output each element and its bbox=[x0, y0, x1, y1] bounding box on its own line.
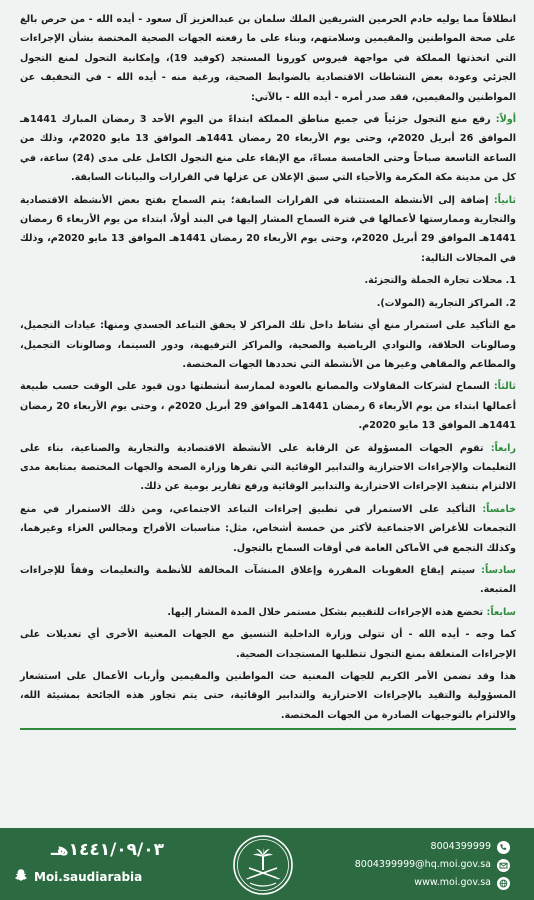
footer-left bbox=[14, 840, 164, 885]
list-item: 1. محلات تجارة الجملة والتجزئة. bbox=[364, 275, 516, 287]
clause-text: سيتم إيقاع العقوبات المقررة وإغلاق المنشآت المخالفة للأنظمة والتعليمات وفقاً للإجراءات المتبعة. bbox=[20, 564, 516, 596]
footer-bar bbox=[0, 828, 534, 900]
saudi-emblem-icon bbox=[232, 834, 294, 896]
body-paragraph: هذا وقد تضمن الأمر الكريم للجهات المعنية حث المواطنين والمقيمين وأرباب الأعمال على استشعار المسؤولية والتقيد بالإجراءات الاحترازية والتدابير الوقائية، حتى يتم تجاوز هذه الجائحة بمشيئة الله، والالتزام بالتوجيهات الصادرة من الجهات المختصة. bbox=[20, 671, 516, 721]
clause-text: رفع منع التجول جزئياً في جميع مناطق المملكة ابتداءً من اليوم الأحد 3 رمضان المبارك 1441هـ الموافق 26 أبريل 2020م، وحتى يوم الأربعاء 20 رمضان 1441هـ الموافق 13 مايو 2020م، وذلك من الساعة التاسعة صباحاً وحتى الخامسة مساءً، مع الإبقاء على منع التجول الكامل على مدى (24) ساعة، في كل من مدينة مكة المكرمة والأحياء التي سبق الإعلان عن عزلها في القرارات والبيانات السابقة. bbox=[20, 114, 516, 184]
clause-number: أولاً: bbox=[495, 114, 516, 126]
body-paragraph: كما وجه - أيده الله - أن تتولى وزارة الداخلية التنسيق مع الجهات المعنية الأخرى أي تعديلات على الإجراءات المتعلقة بمنع التجول تتطلبها المستجدات الصحية. bbox=[20, 629, 516, 660]
clause-text: تخضع هذه الإجراءات للتقييم بشكل مستمر خلال المدة المشار إليها. bbox=[167, 606, 487, 618]
clause-text: السماح لشركات المقاولات والمصانع بالعودة لممارسة أنشطتها دون قيود على الوقت حسب طبيعة أعمالها ابتداء من يوم الأربعاء 6 رمضان 1441هـ الموافق 29 أبريل 2020م ، وحتى يوم الأربعاء 20 رمضان 1441هـ الموافق 13 مايو 2020م. bbox=[20, 381, 516, 432]
clause-number: سادساً: bbox=[481, 564, 516, 576]
whatsapp-phone-icon bbox=[497, 841, 510, 854]
body-paragraph: مع التأكيد على استمرار منع أي نشاط داخل تلك المراكز لا يحقق التباعد الجسدي ومنها: عيادات التجميل، وصالونات الحلاقة، والنوادي الرياضية والصحية، والمراكز الترفيهية، ودور السينما، وصالونات التجميل، والمطاعم والمقاهي وغيرها من الأنشطة التي تحددها الجهات المختصة. bbox=[20, 320, 516, 370]
clause-number: ثالثاً: bbox=[493, 381, 516, 393]
numbered-clause bbox=[20, 500, 516, 558]
contact-email[interactable] bbox=[350, 856, 510, 874]
globe-icon bbox=[497, 877, 510, 890]
numbered-clause bbox=[20, 603, 516, 622]
contact-phone[interactable] bbox=[350, 838, 510, 856]
snapchat-row[interactable] bbox=[14, 868, 164, 885]
list-item: 2. المراكز التجارية (المولات). bbox=[376, 297, 516, 309]
clause-text: التأكيد على الاستمرار في تطبيق إجراءات التباعد الاجتماعي، ومن ذلك الاستمرار في منع التجمعات للأغراض الاجتماعية لأكثر من خمسة أشخاص، مثل: مناسبات الأفراح ومجالس العزاء وغيرهما، وكذلك التجمع في الأماكن العامة في أوقات السماح بالتجول. bbox=[20, 503, 516, 554]
bottom-divider bbox=[20, 728, 516, 730]
clause-number: سابعاً: bbox=[486, 606, 516, 618]
website-url: www.moi.gov.sa bbox=[414, 877, 491, 888]
snapchat-handle: Moi.saudiarabia bbox=[34, 869, 143, 884]
clause-number: ثانياً: bbox=[493, 194, 516, 206]
clause-number: رابعاً: bbox=[490, 442, 516, 454]
clause-number: خامساً: bbox=[482, 503, 516, 515]
clause-text: إضافة إلى الأنشطة المستثناة في القرارات السابقة؛ يتم السماح بفتح بعض الأنشطة الاقتصادية والتجارية وممارستها لأعمالها في فترة السماح المشار إليها في البند أولاً، ابتداء من يوم الأربعاء 6 رمضان 1441هـ الموافق 29 أبريل 2020م، وحتى يوم الأربعاء 20 رمضان 1441هـ الموافق 13 مايو 2020م، وذلك في المجالات التالية: bbox=[20, 194, 517, 264]
phone-number: 8004399999 bbox=[430, 841, 491, 852]
clause-text: تقوم الجهات المسؤولة عن الرقابة على الأنشطة الاقتصادية والتجارية والصناعية، بناء على التعليمات والإجراءات الاحترازية والتدابير الوقائية التي تقرها وزارة الصحة والجهات المختصة بمتابعة مدى الالتزام بتنفيذ الإجراءات الاحترازية والتدابير الوقائية ورفع تقارير يومية عن ذلك. bbox=[20, 442, 516, 493]
numbered-clause bbox=[20, 110, 516, 188]
body-paragraph: انطلاقاً مما يوليه خادم الحرمين الشريفين الملك سلمان بن عبدالعزيز آل سعود - أيده الله - من حرص بالغ على صحة المواطنين والمقيمين وسلامتهم، وبناء على ما رفعته الجهات الصحية المختصة بشأن الإجراءات التي اتخذتها المملكة في مواجهة فيروس كورونا المستجد (كوفيد 19)، وإمكانية التحول لمنع التجول الجزئي وعودة بعض النشاطات الاقتصادية بالضوابط الصحية، ورغبة منه - أيده الله - في التخفيف عن المواطنين والمقيمين، فقد صدر أمره - أيده الله - بالآتي: bbox=[20, 14, 516, 103]
statement-body bbox=[20, 10, 516, 730]
numbered-clause bbox=[20, 439, 516, 497]
numbered-clause bbox=[20, 191, 516, 269]
contact-list bbox=[350, 838, 510, 892]
hijri-date: ١٤٤١/٠٩/٠٣هـ bbox=[50, 840, 164, 860]
contact-website[interactable] bbox=[350, 874, 510, 892]
snapchat-ghost-icon bbox=[14, 868, 28, 885]
numbered-clause bbox=[20, 561, 516, 600]
email-icon bbox=[497, 859, 510, 872]
email-address: 8004399999@hq.moi.gov.sa bbox=[354, 859, 491, 870]
numbered-clause bbox=[20, 377, 516, 435]
